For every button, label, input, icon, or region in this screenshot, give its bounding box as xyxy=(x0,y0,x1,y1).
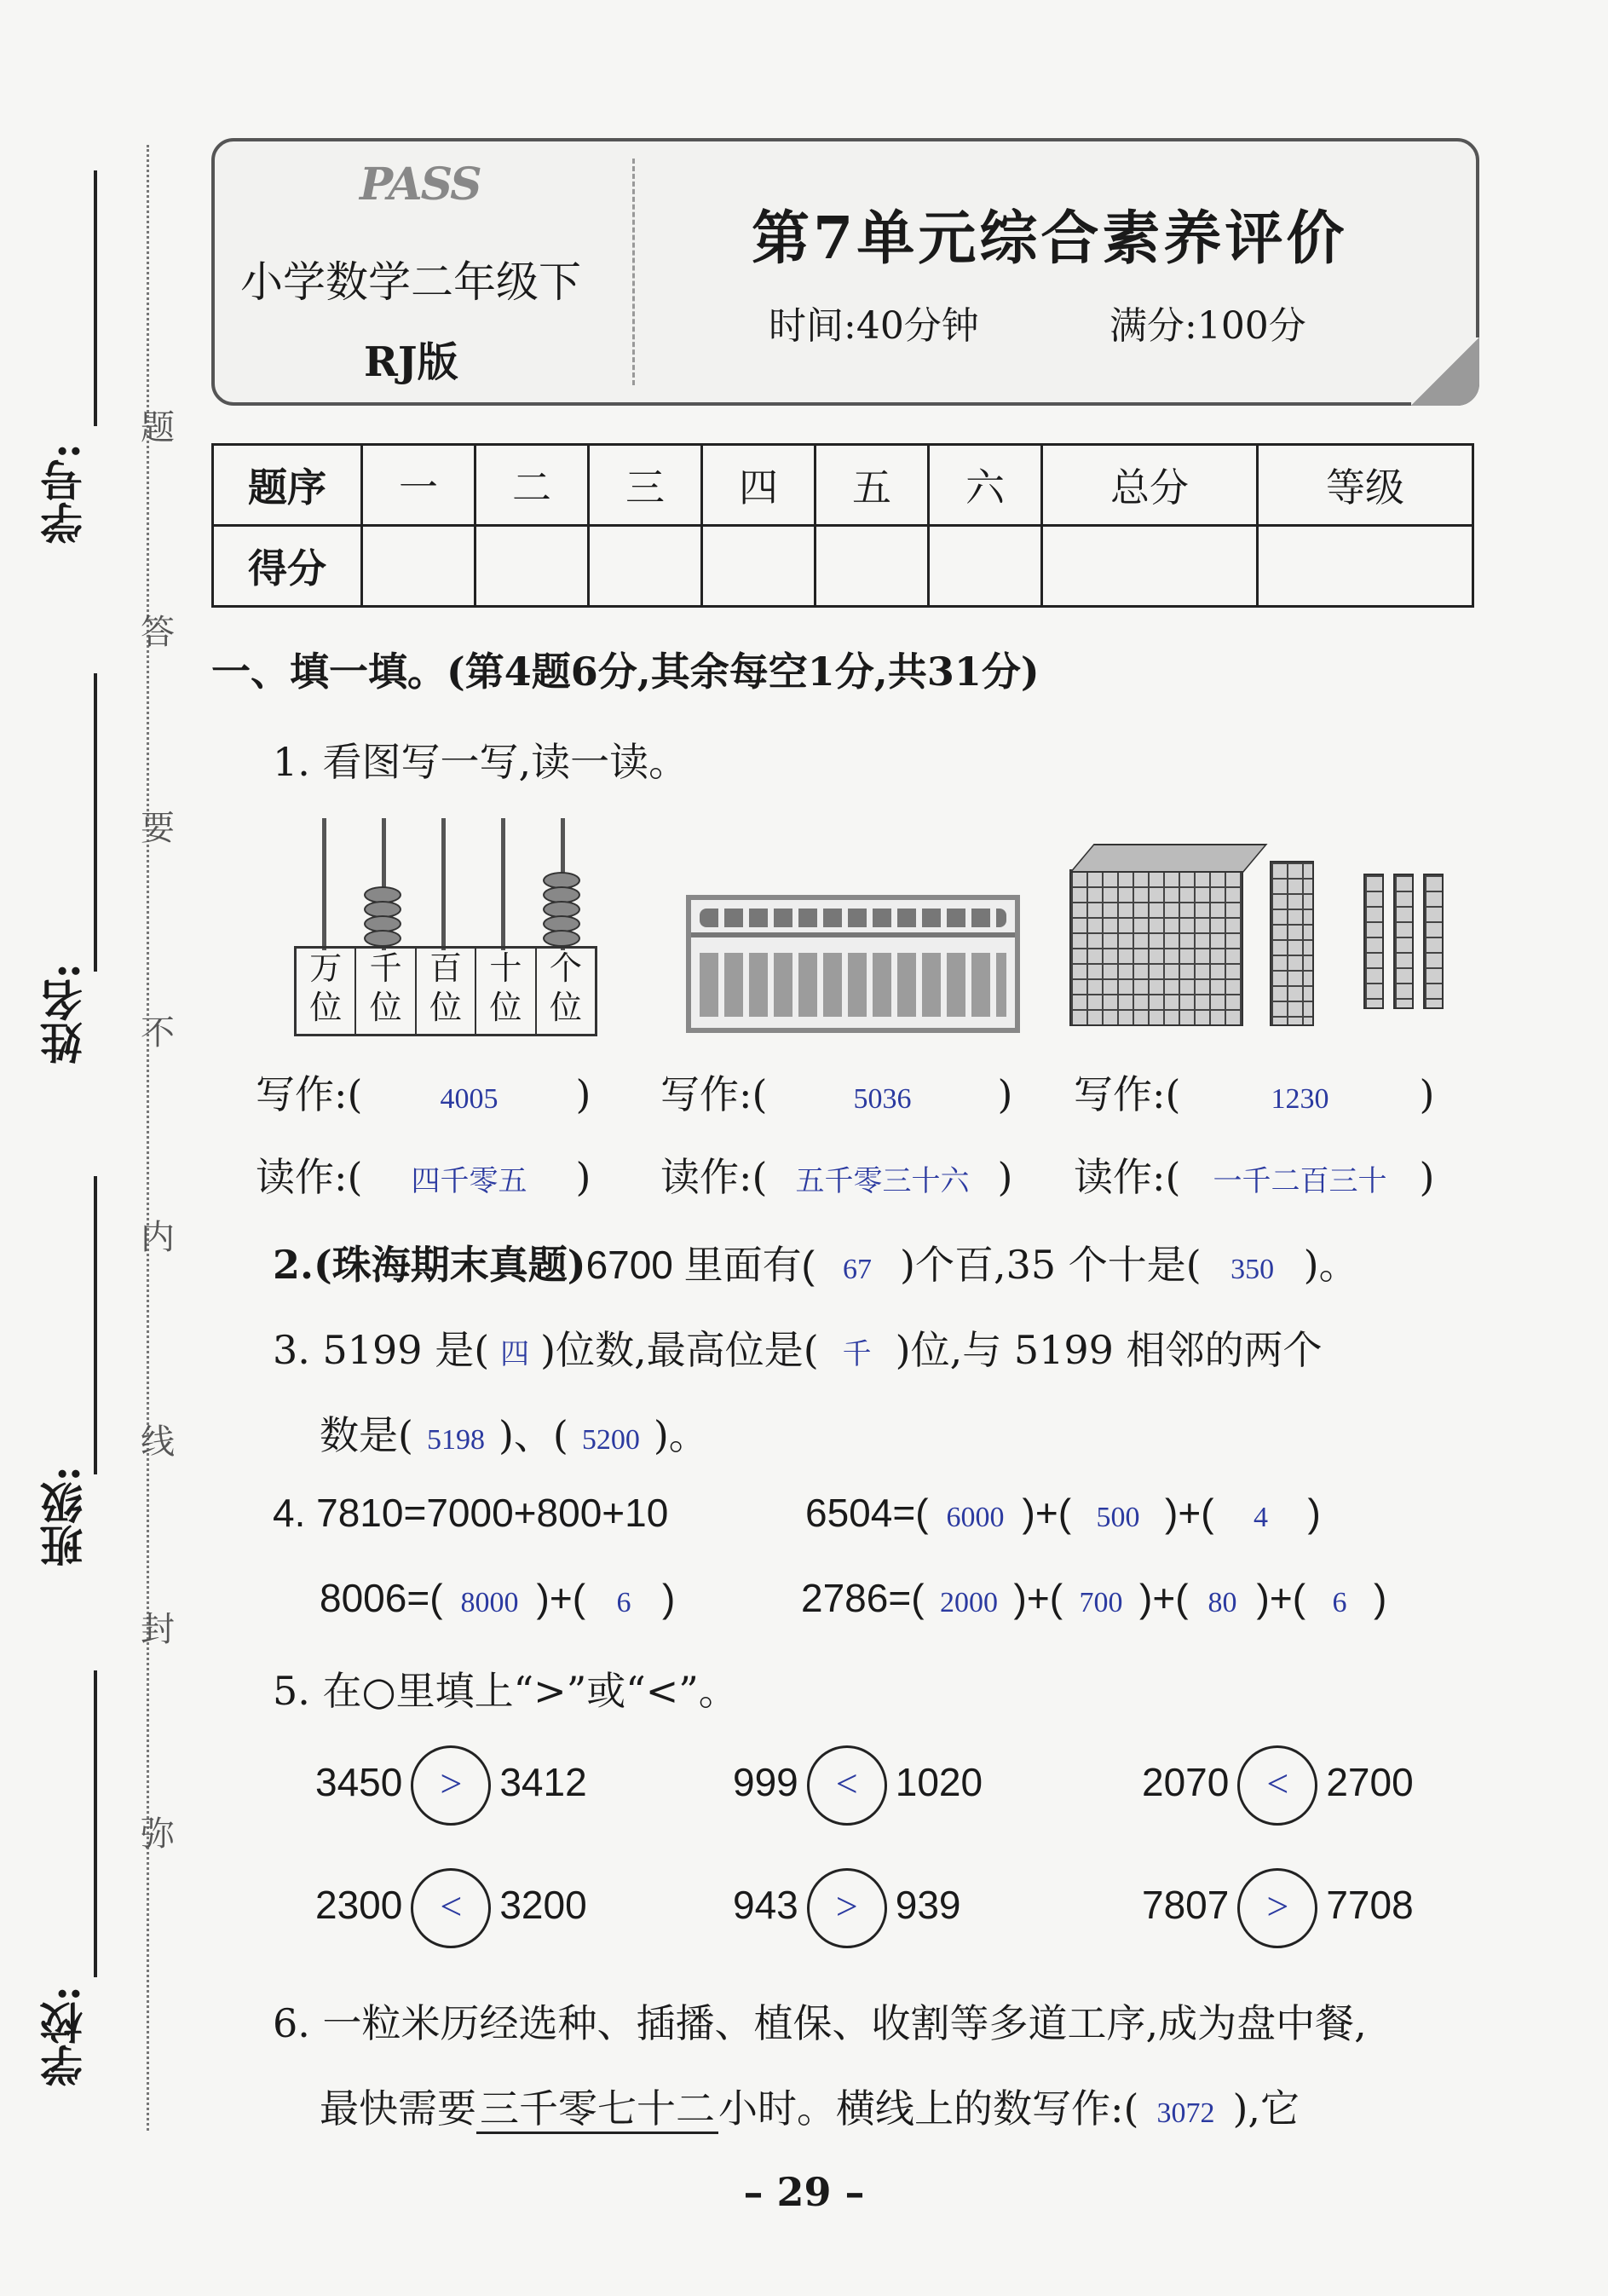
compare-circle[interactable]: > xyxy=(1237,1868,1317,1948)
number: 3200 xyxy=(499,1883,587,1928)
seal-char: 题 xyxy=(141,408,175,447)
ten-rod xyxy=(1393,874,1414,1009)
score-cell[interactable] xyxy=(929,526,1042,607)
q1-write-row xyxy=(256,1064,591,1120)
answer[interactable]: 千 xyxy=(842,1339,872,1370)
q-text: )+( xyxy=(1165,1491,1214,1535)
table-header: 四 xyxy=(702,445,816,526)
paren: ) xyxy=(997,1071,1013,1117)
q-text: 8006=( xyxy=(320,1576,443,1620)
score-cell[interactable] xyxy=(702,526,816,607)
answer[interactable]: 67 xyxy=(843,1254,872,1285)
place-suffix: 位 xyxy=(369,989,402,1026)
table-header: 题序 xyxy=(213,445,362,526)
header-divider xyxy=(632,159,635,385)
q-text: )+( xyxy=(1022,1491,1072,1535)
school-line[interactable] xyxy=(94,1670,97,1977)
q-text: 6504=( xyxy=(805,1491,929,1535)
number: 1020 xyxy=(895,1760,983,1805)
answer[interactable]: 五千零三十六 xyxy=(795,1166,970,1197)
compare-item xyxy=(733,1868,961,1948)
q-text: 2786=( xyxy=(801,1576,925,1620)
q1-read-row xyxy=(660,1146,1012,1203)
score-row-label: 得分 xyxy=(213,526,362,607)
student-id-label: 学号: xyxy=(39,443,89,545)
paren: ) xyxy=(575,1071,591,1117)
answer[interactable]: 6 xyxy=(1332,1587,1347,1618)
question-6-cont xyxy=(320,2078,1300,2134)
place-suffix: 位 xyxy=(309,989,343,1026)
score-cell[interactable] xyxy=(1042,526,1258,607)
header-box xyxy=(211,138,1479,406)
question-4 xyxy=(273,1490,668,1536)
q1-write-row xyxy=(1074,1064,1434,1120)
compare-circle[interactable]: < xyxy=(411,1868,491,1948)
paren: ) xyxy=(575,1154,591,1200)
q-text: ) xyxy=(1307,1491,1321,1535)
hundred-flats xyxy=(1270,861,1314,1026)
place-label: 千 xyxy=(369,949,402,987)
name-line[interactable] xyxy=(94,673,97,972)
q-text: ) xyxy=(1374,1576,1387,1620)
question-2 xyxy=(273,1234,1358,1290)
place-label: 十 xyxy=(489,949,522,987)
time-label: 时间:40分钟 xyxy=(769,304,979,348)
read-prefix: 读作:( xyxy=(660,1154,768,1200)
class-label: 班级: xyxy=(39,1466,89,1567)
answer[interactable]: 4005 xyxy=(440,1083,499,1115)
page-title: 第7单元综合素养评价 xyxy=(752,205,1348,273)
table-header: 二 xyxy=(475,445,589,526)
score-cell[interactable] xyxy=(475,526,589,607)
answer[interactable]: 80 xyxy=(1207,1587,1237,1618)
table-header: 总分 xyxy=(1042,445,1258,526)
underlined-text: 三千零七十二 xyxy=(476,2085,718,2134)
table-header: 等级 xyxy=(1257,445,1473,526)
number: 3450 xyxy=(315,1760,403,1805)
question-4-c xyxy=(320,1575,675,1621)
answer[interactable]: 6000 xyxy=(946,1502,1005,1533)
table-header: 六 xyxy=(929,445,1042,526)
answer[interactable]: 5036 xyxy=(853,1083,912,1115)
q1-write-row xyxy=(660,1064,1012,1120)
q-text: )+( xyxy=(1013,1576,1063,1620)
question-3 xyxy=(273,1319,1323,1376)
number: 3412 xyxy=(499,1760,587,1805)
score-cell[interactable] xyxy=(589,526,702,607)
name-label: 姓名: xyxy=(39,963,89,1064)
q-text: )位,与 5199 相邻的两个 xyxy=(895,1327,1323,1373)
page-number: – 29 – xyxy=(743,2169,865,2215)
seal-char: 答 xyxy=(141,613,175,652)
compare-circle[interactable]: > xyxy=(411,1745,491,1826)
seal-char: 不 xyxy=(141,1013,175,1053)
school-label: 学校: xyxy=(39,1986,89,2087)
answer[interactable]: 5198 xyxy=(426,1424,485,1456)
answer[interactable]: 一千二百三十 xyxy=(1213,1166,1387,1197)
answer[interactable]: 500 xyxy=(1096,1502,1140,1533)
q-source: (珠海期末真题) xyxy=(314,1242,586,1288)
q-text: 3. 5199 是( xyxy=(273,1327,490,1373)
q-text: 4. 7810=7000+800+10 xyxy=(273,1491,669,1535)
q-text: )+( xyxy=(1139,1576,1189,1620)
number: 2070 xyxy=(1142,1760,1230,1805)
question-3-cont xyxy=(320,1405,708,1461)
q-text: )。 xyxy=(653,1412,708,1458)
q-number: 2. xyxy=(273,1242,314,1288)
answer[interactable]: 700 xyxy=(1079,1587,1123,1618)
place-suffix: 位 xyxy=(549,989,582,1026)
subject-label: 小学数学二年级下 xyxy=(240,257,581,307)
score-table xyxy=(211,443,1474,608)
compare-circle[interactable]: < xyxy=(1237,1745,1317,1826)
answer[interactable]: 2000 xyxy=(940,1587,999,1618)
table-header: 五 xyxy=(816,445,929,526)
compare-item xyxy=(1142,1745,1414,1826)
question-5: 5. 在○里填上“>”或“<”。 xyxy=(273,1668,738,1714)
table-header: 三 xyxy=(589,445,702,526)
compare-circle[interactable]: > xyxy=(807,1868,887,1948)
q-text: )。 xyxy=(1303,1242,1358,1288)
thousand-cube xyxy=(1069,869,1243,1026)
number: 943 xyxy=(733,1883,798,1928)
score-cell[interactable] xyxy=(362,526,475,607)
answer[interactable]: 8000 xyxy=(460,1587,519,1618)
answer[interactable]: 3072 xyxy=(1156,2097,1215,2129)
number: 7708 xyxy=(1326,1883,1414,1928)
seal-char: 要 xyxy=(141,809,175,848)
answer[interactable]: 5200 xyxy=(581,1424,640,1456)
q-text: )+( xyxy=(1256,1576,1306,1620)
compare-circle[interactable]: < xyxy=(807,1745,887,1826)
number: 939 xyxy=(895,1883,961,1928)
ten-rods xyxy=(1363,874,1384,1009)
paren: ) xyxy=(997,1154,1013,1200)
write-prefix: 写作:( xyxy=(1074,1071,1181,1117)
place-value-abacus xyxy=(294,818,601,1031)
page-fold xyxy=(1411,337,1479,406)
question-4-b xyxy=(805,1490,1321,1536)
number: 2300 xyxy=(315,1883,403,1928)
place-suffix: 位 xyxy=(489,989,522,1026)
q-text: ) xyxy=(662,1576,676,1620)
number: 7807 xyxy=(1142,1883,1230,1928)
compare-item xyxy=(315,1868,587,1948)
read-prefix: 读作:( xyxy=(256,1154,363,1200)
score-cell[interactable] xyxy=(1257,526,1473,607)
student-id-line[interactable] xyxy=(94,170,97,426)
question-6: 6. 一粒米历经选种、插播、植保、收割等多道工序,成为盘中餐, xyxy=(273,2000,1367,2046)
question-4-d xyxy=(801,1575,1386,1621)
q-text: )+( xyxy=(536,1576,586,1620)
paren: ) xyxy=(1419,1071,1435,1117)
answer[interactable]: 1230 xyxy=(1271,1083,1329,1115)
q-text: 小时。横线上的数写作:( xyxy=(718,2085,1139,2132)
compare-item xyxy=(733,1745,983,1826)
q-text: ),它 xyxy=(1232,2085,1300,2132)
q-text: )个百,35 个十是( xyxy=(900,1242,1202,1288)
read-prefix: 读作:( xyxy=(1074,1154,1181,1200)
compare-item xyxy=(1142,1868,1414,1948)
q-text: 数是( xyxy=(320,1412,413,1458)
number: 999 xyxy=(733,1760,798,1805)
table-header: 一 xyxy=(362,445,475,526)
q-text: 6700 里面有( xyxy=(585,1243,815,1287)
q-text: )位数,最高位是( xyxy=(540,1327,819,1373)
answer[interactable]: 4 xyxy=(1254,1502,1269,1533)
answer[interactable]: 四千零五 xyxy=(411,1166,527,1197)
q-text: 最快需要 xyxy=(320,2085,476,2132)
place-label: 百 xyxy=(429,949,463,987)
q1-read-row xyxy=(1074,1146,1434,1203)
seal-char: 弥 xyxy=(141,1814,175,1854)
place-label: 个 xyxy=(549,949,582,987)
answer[interactable]: 6 xyxy=(616,1587,631,1618)
pass-logo: PASS xyxy=(360,159,481,211)
edition-label: RJ版 xyxy=(364,338,458,386)
write-prefix: 写作:( xyxy=(660,1071,768,1117)
ten-rod xyxy=(1423,874,1444,1009)
compare-item xyxy=(315,1745,587,1826)
seal-char: 内 xyxy=(141,1218,175,1257)
seal-char: 封 xyxy=(141,1610,175,1649)
place-label: 万 xyxy=(309,949,343,987)
paren: ) xyxy=(1419,1154,1435,1200)
class-line[interactable] xyxy=(94,1176,97,1474)
section-title: 一、填一填。(第4题6分,其余每空1分,共31分) xyxy=(211,649,1040,695)
answer[interactable]: 四 xyxy=(500,1339,530,1370)
suanpan-abacus xyxy=(686,895,1020,1033)
number: 2700 xyxy=(1326,1760,1414,1805)
q1-read-row xyxy=(256,1146,591,1203)
question-1: 1. 看图写一写,读一读。 xyxy=(273,739,689,785)
answer[interactable]: 350 xyxy=(1230,1254,1275,1285)
score-cell[interactable] xyxy=(816,526,929,607)
place-suffix: 位 xyxy=(429,989,463,1026)
full-score-label: 满分:100分 xyxy=(1109,304,1306,348)
q-text: )、( xyxy=(498,1412,568,1458)
write-prefix: 写作:( xyxy=(256,1071,363,1117)
seal-char: 线 xyxy=(141,1422,175,1462)
